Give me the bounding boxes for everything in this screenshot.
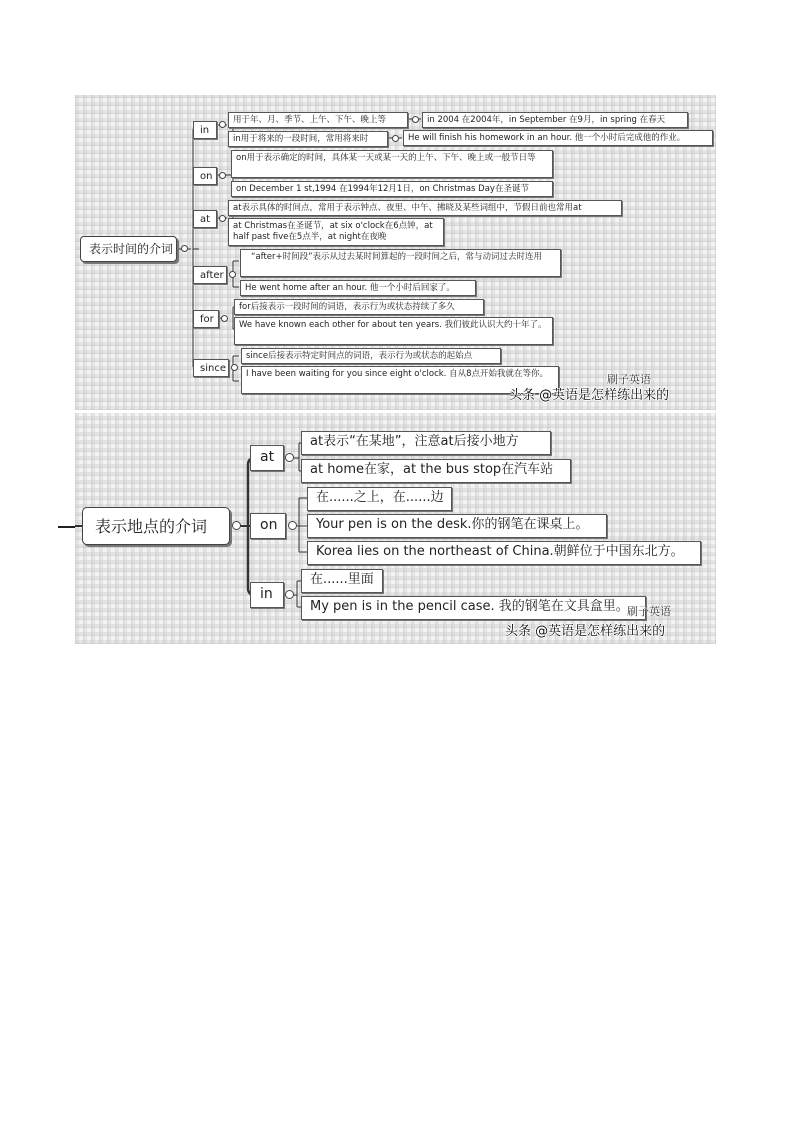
collapse-knob[interactable] bbox=[392, 135, 399, 142]
time-subleaf[interactable]: He will finish his homework in an hour. 他一个小时后完成他的作业。 bbox=[403, 130, 713, 146]
place-leaf[interactable]: 在......之上，在......边 bbox=[307, 487, 452, 511]
time-branch-for[interactable]: for bbox=[193, 310, 219, 328]
place-leaf[interactable]: at home在家，at the bus stop在汽车站 bbox=[301, 459, 571, 483]
time-branch-at[interactable]: at bbox=[193, 210, 217, 228]
time-leaf[interactable]: We have known each other for about ten years. 我们彼此认识大约十年了。 bbox=[234, 317, 553, 345]
time-leaf[interactable]: at Christmas在圣诞节，at six o'clock在6点钟，at half past five在5点半，at night在夜晚 bbox=[228, 218, 444, 246]
watermark-source: 头条 @英语是怎样练出来的 bbox=[505, 624, 666, 639]
collapse-knob[interactable] bbox=[231, 364, 238, 371]
watermark-brand: 刷子英语 bbox=[607, 373, 651, 386]
collapse-knob[interactable] bbox=[229, 271, 236, 278]
collapse-knob[interactable] bbox=[285, 453, 294, 462]
place-branch-at[interactable]: at bbox=[250, 445, 284, 471]
time-leaf[interactable]: I have been waiting for you since eight o'clock. 自从8点开始我就在等你。 bbox=[241, 366, 559, 394]
collapse-knob[interactable] bbox=[219, 121, 226, 128]
place-leaf[interactable]: at表示“在某地”，注意at后接小地方 bbox=[301, 431, 551, 455]
collapse-knob[interactable] bbox=[219, 215, 226, 222]
collapse-knob[interactable] bbox=[181, 245, 188, 252]
time-leaf[interactable]: on用于表示确定的时间，具体某一天或某一天的上午、下午、晚上或一般节日等 bbox=[231, 150, 553, 178]
place-leaf[interactable]: My pen is in the pencil case. 我的钢笔在文具盒里。 bbox=[301, 596, 646, 620]
time-leaf[interactable]: 用于年、月、季节、上午、下午、晚上等 bbox=[228, 112, 408, 128]
time-branch-on[interactable]: on bbox=[193, 167, 217, 185]
collapse-knob[interactable] bbox=[285, 590, 294, 599]
time-leaf[interactable]: in用于将来的一段时间，常用将来时 bbox=[228, 131, 388, 147]
time-subleaf[interactable]: in 2004 在2004年，in September 在9月，in spring 在春天 bbox=[422, 112, 688, 128]
place-leaf[interactable]: Your pen is on the desk.你的钢笔在课桌上。 bbox=[307, 514, 607, 538]
time-leaf[interactable]: He went home after an hour. 他一个小时后回家了。 bbox=[240, 280, 476, 296]
place-branch-on[interactable]: on bbox=[250, 513, 286, 539]
place-leaf[interactable]: Korea lies on the northeast of China.朝鲜位于中国东北方。 bbox=[307, 541, 701, 565]
place-branch-in[interactable]: in bbox=[250, 582, 284, 608]
time-branch-after[interactable]: after bbox=[193, 266, 227, 284]
watermark-brand: 刷子英语 bbox=[627, 605, 671, 618]
time-leaf[interactable]: at表示具体的时间点，常用于表示钟点、夜里、中午、拂晓及某些词组中，节假日前也常用at bbox=[228, 200, 622, 216]
time-leaf[interactable]: on December 1 st,1994 在1994年12月1日，on Christmas Day在圣诞节 bbox=[231, 181, 553, 197]
collapse-knob[interactable] bbox=[232, 521, 241, 530]
collapse-knob[interactable] bbox=[219, 172, 226, 179]
time-branch-in[interactable]: in bbox=[193, 121, 217, 139]
place-root-node[interactable]: 表示地点的介词 bbox=[82, 507, 230, 545]
time-mindmap bbox=[75, 95, 716, 410]
time-leaf[interactable]: for后接表示一段时间的词语，表示行为或状态持续了多久 bbox=[234, 299, 484, 315]
time-root-node[interactable]: 表示时间的介词 bbox=[80, 236, 177, 262]
collapse-knob[interactable] bbox=[221, 315, 228, 322]
watermark-source: 头条 @英语是怎样练出来的 bbox=[509, 388, 670, 403]
time-branch-since[interactable]: since bbox=[193, 359, 229, 377]
time-leaf[interactable]: since后接表示特定时间点的词语，表示行为或状态的起始点 bbox=[241, 348, 501, 364]
place-leaf[interactable]: 在......里面 bbox=[301, 569, 383, 593]
collapse-knob[interactable] bbox=[412, 116, 419, 123]
place-mindmap bbox=[75, 413, 716, 644]
time-leaf[interactable]: “after+时间段”表示从过去某时间算起的一段时间之后，常与动词过去时连用 bbox=[240, 249, 561, 277]
collapse-knob[interactable] bbox=[288, 521, 297, 530]
